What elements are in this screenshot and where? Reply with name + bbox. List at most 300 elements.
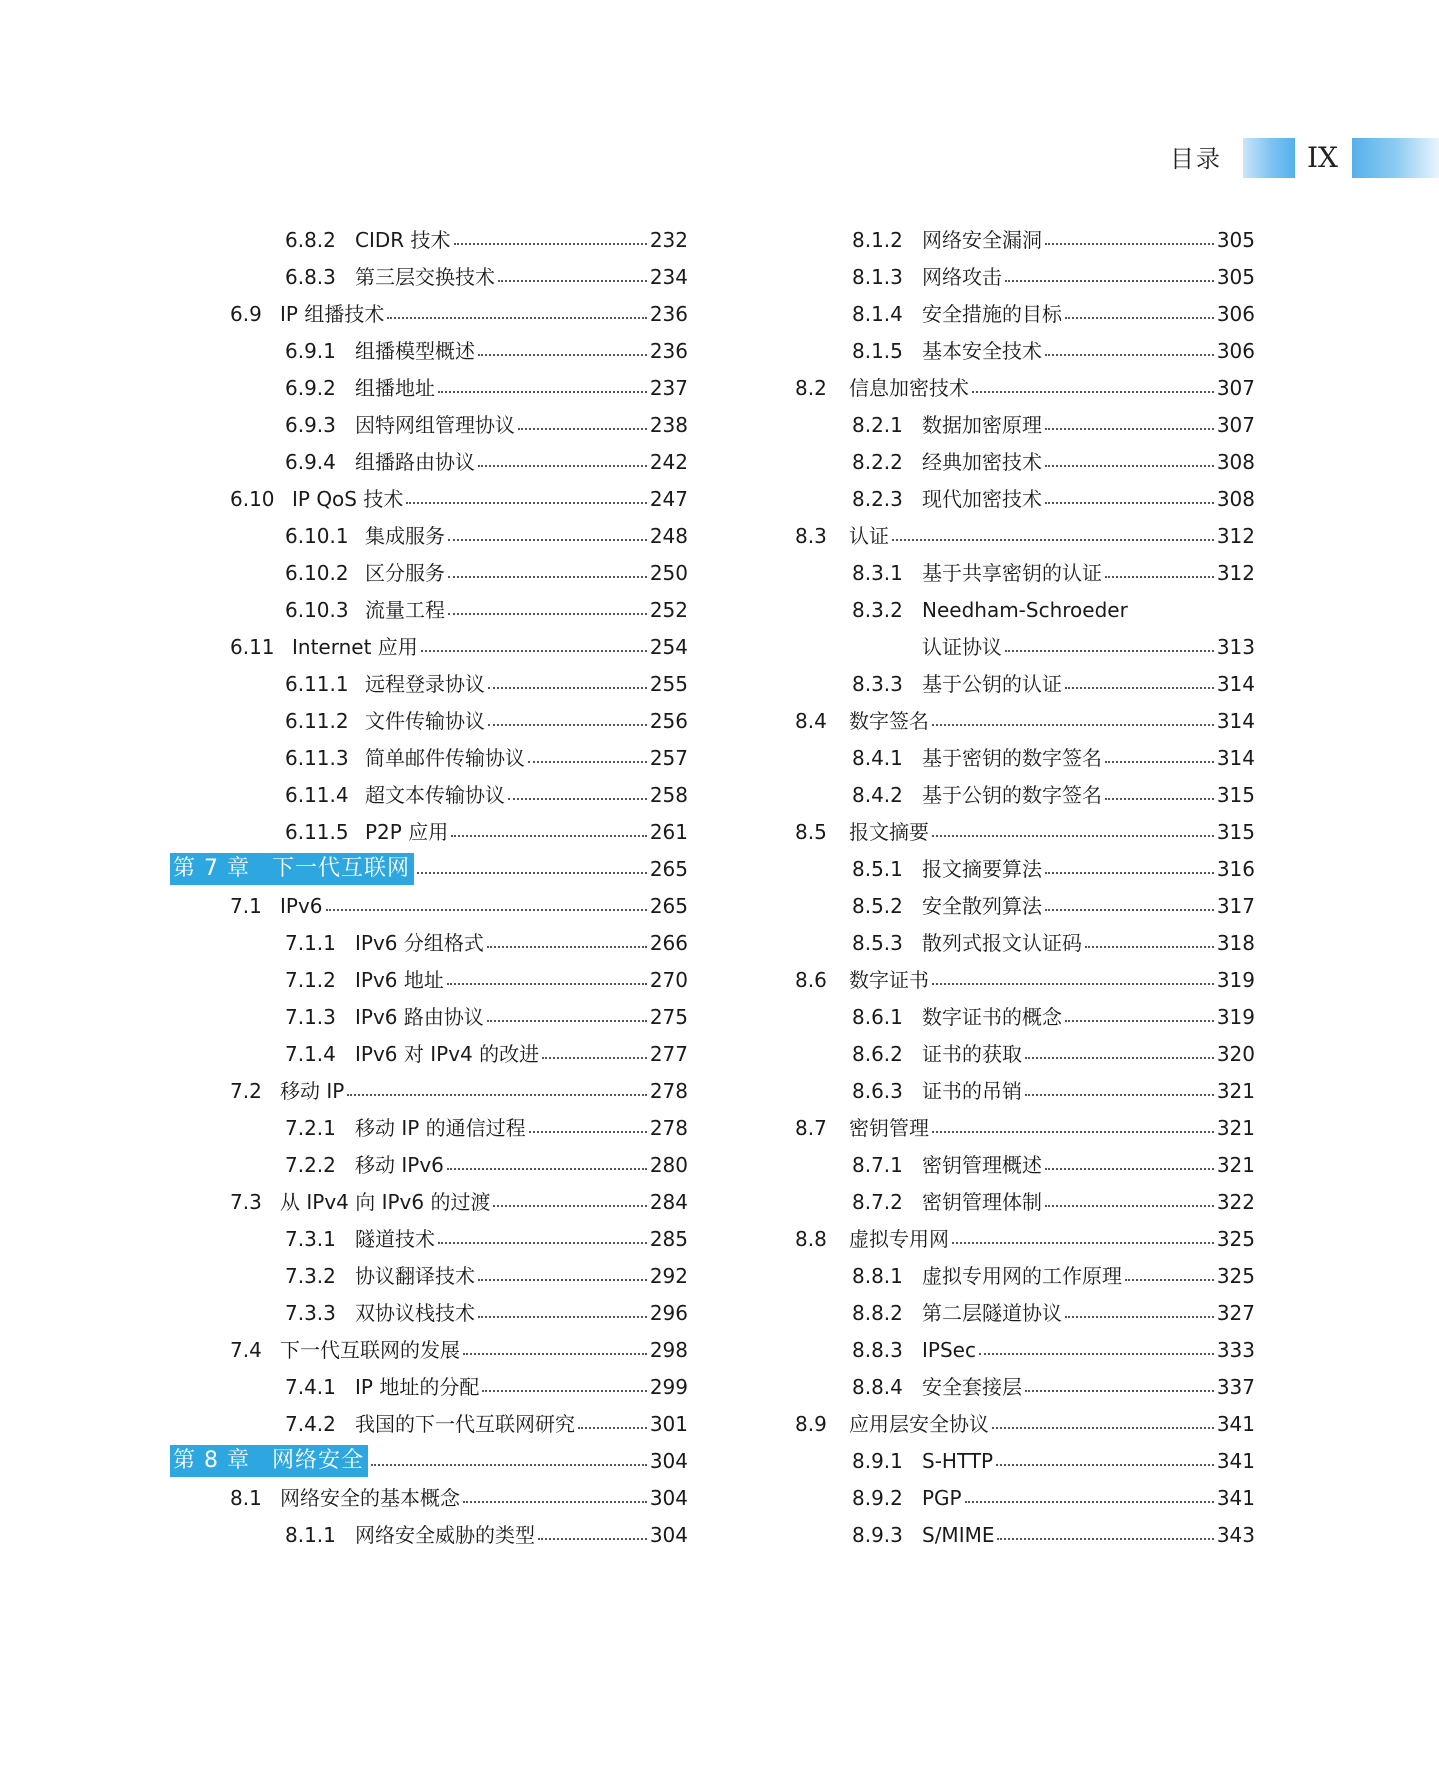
dot-leader	[1105, 576, 1214, 578]
entry-title: 因特网组管理协议	[355, 412, 515, 437]
entry-number: 7.2.2	[285, 1152, 336, 1177]
dot-leader	[1045, 872, 1214, 874]
entry-page-number: 307	[1216, 375, 1255, 400]
toc-subsection-entry[interactable]	[795, 1331, 1255, 1368]
entry-page-number: 256	[649, 708, 688, 733]
entry-title: 移动 IPv6	[355, 1152, 444, 1177]
entry-title: IPSec	[922, 1337, 976, 1362]
entry-page-number: 238	[649, 412, 688, 437]
entry-page-number: 343	[1216, 1522, 1255, 1547]
dot-leader	[371, 1464, 647, 1466]
entry-page-number: 284	[649, 1189, 688, 1214]
entry-title: IPv6 分组格式	[355, 930, 484, 955]
chapter-label	[170, 853, 414, 885]
toc-section-entry[interactable]	[795, 1405, 1255, 1442]
entry-number: 8.5.3	[852, 930, 903, 955]
entry-number: 8.6	[795, 967, 827, 992]
header-page-number: IX	[1307, 141, 1338, 174]
toc-section-entry[interactable]	[170, 295, 688, 332]
entry-number: 7.1.4	[285, 1041, 336, 1066]
entry-title: 基于共享密钥的认证	[922, 560, 1102, 585]
toc-subsection-entry[interactable]	[170, 924, 688, 961]
entry-page-number: 255	[649, 671, 688, 696]
dot-leader	[965, 1501, 1214, 1503]
dot-leader	[478, 354, 647, 356]
entry-page-number: 265	[649, 893, 688, 918]
entry-title: 简单邮件传输协议	[365, 745, 525, 770]
entry-number: 7.2	[230, 1078, 262, 1103]
entry-number: 6.10	[230, 486, 275, 511]
entry-page-number: 307	[1216, 412, 1255, 437]
dot-leader	[438, 391, 647, 393]
running-header	[0, 138, 1439, 180]
entry-page-number: 232	[649, 227, 688, 252]
entry-number: 6.11.5	[285, 819, 349, 844]
chapter-number: 第 7 章	[173, 855, 250, 881]
toc-subsection-entry[interactable]	[170, 406, 688, 443]
toc-section-entry[interactable]	[170, 887, 688, 924]
entry-page-number: 315	[1216, 819, 1255, 844]
toc-subsection-entry[interactable]	[795, 887, 1255, 924]
entry-number: 6.9	[230, 301, 262, 326]
entry-page-number: 312	[1216, 523, 1255, 548]
entry-page-number: 250	[649, 560, 688, 585]
entry-title: 第三层交换技术	[355, 264, 495, 289]
entry-title: 虚拟专用网	[849, 1226, 949, 1251]
dot-leader	[478, 1316, 647, 1318]
dot-leader	[932, 1131, 1214, 1133]
entry-page-number: 304	[649, 1448, 688, 1473]
dot-leader	[1045, 465, 1214, 467]
entry-number: 8.9.3	[852, 1522, 903, 1547]
dot-leader	[538, 1538, 647, 1540]
entry-number: 6.9.4	[285, 449, 336, 474]
entry-title: IP 地址的分配	[355, 1374, 480, 1399]
entry-page-number: 292	[649, 1263, 688, 1288]
entry-number: 6.9.2	[285, 375, 336, 400]
entry-page-number: 252	[649, 597, 688, 622]
entry-page-number: 314	[1216, 745, 1255, 770]
entry-title: 现代加密技术	[922, 486, 1042, 511]
entry-title: 双协议栈技术	[355, 1300, 475, 1325]
dot-leader	[518, 428, 647, 430]
entry-title: IPv6 对 IPv4 的改进	[355, 1041, 540, 1066]
entry-page-number: 299	[649, 1374, 688, 1399]
entry-title: 我国的下一代互联网研究	[355, 1411, 575, 1436]
entry-title: 证书的获取	[922, 1041, 1022, 1066]
entry-title: IPv6	[280, 893, 323, 918]
toc-subsection-entry[interactable]	[795, 221, 1255, 258]
toc-subsection-entry[interactable]	[795, 332, 1255, 369]
dot-leader	[508, 798, 647, 800]
header-section-title: 目录	[1170, 145, 1222, 173]
dot-leader	[1045, 1168, 1214, 1170]
dot-leader	[1065, 317, 1214, 319]
toc-subsection-entry[interactable]	[795, 665, 1255, 702]
entry-page-number: 236	[649, 338, 688, 363]
dot-leader	[1045, 1205, 1214, 1207]
entry-number: 7.4.2	[285, 1411, 336, 1436]
entry-page-number: 317	[1216, 893, 1255, 918]
entry-page-number: 319	[1216, 967, 1255, 992]
toc-subsection-entry[interactable]	[170, 1109, 688, 1146]
entry-number: 8.9	[795, 1411, 827, 1436]
toc-subsection-entry[interactable]	[170, 961, 688, 998]
dot-leader	[448, 576, 647, 578]
entry-number: 8.1.2	[852, 227, 903, 252]
entry-page-number: 313	[1216, 634, 1255, 659]
entry-number: 8.4	[795, 708, 827, 733]
toc-subsection-entry[interactable]	[170, 1516, 688, 1553]
dot-leader	[1045, 354, 1214, 356]
entry-number: 7.4	[230, 1337, 262, 1362]
toc-section-entry[interactable]	[795, 517, 1255, 554]
dot-leader	[493, 1205, 646, 1207]
entry-title: 报文摘要	[849, 819, 929, 844]
entry-page-number: 308	[1216, 449, 1255, 474]
entry-page-number: 298	[649, 1337, 688, 1362]
entry-number: 6.9.3	[285, 412, 336, 437]
entry-title: 安全措施的目标	[922, 301, 1062, 326]
entry-page-number: 254	[649, 634, 688, 659]
entry-number: 7.1	[230, 893, 262, 918]
entry-title: 第二层隧道协议	[922, 1300, 1062, 1325]
entry-number: 6.10.1	[285, 523, 349, 548]
dot-leader	[1105, 761, 1214, 763]
entry-title: 虚拟专用网的工作原理	[922, 1263, 1122, 1288]
dot-leader	[488, 724, 647, 726]
toc-subsection-entry[interactable]	[795, 1146, 1255, 1183]
dot-leader	[1045, 428, 1214, 430]
entry-title: 区分服务	[365, 560, 445, 585]
entry-title-continued: 认证协议	[922, 634, 1002, 659]
entry-title: 信息加密技术	[849, 375, 969, 400]
toc-subsection-entry[interactable]	[170, 554, 688, 591]
toc-section-entry[interactable]	[170, 1072, 688, 1109]
toc-subsection-entry[interactable]	[170, 1146, 688, 1183]
toc-section-entry[interactable]	[795, 813, 1255, 850]
toc-subsection-entry[interactable]	[795, 443, 1255, 480]
toc-subsection-entry[interactable]	[795, 1442, 1255, 1479]
entry-page-number: 341	[1216, 1485, 1255, 1510]
dot-leader	[1005, 650, 1214, 652]
toc-subsection-entry[interactable]	[170, 258, 688, 295]
toc-subsection-entry[interactable]	[170, 1257, 688, 1294]
toc-entry[interactable]	[795, 628, 1255, 665]
toc-subsection-entry[interactable]	[170, 776, 688, 813]
entry-page-number: 257	[649, 745, 688, 770]
entry-page-number: 333	[1216, 1337, 1255, 1362]
entry-title: 密钥管理	[849, 1115, 929, 1140]
dot-leader	[482, 1390, 646, 1392]
entry-title: CIDR 技术	[355, 227, 451, 252]
entry-number: 6.11.2	[285, 708, 349, 733]
entry-title: 数字签名	[849, 708, 929, 733]
toc-section-entry[interactable]	[170, 1331, 688, 1368]
dot-leader	[932, 724, 1214, 726]
entry-title: 证书的吊销	[922, 1078, 1022, 1103]
dot-leader	[406, 502, 646, 504]
dot-leader	[451, 835, 647, 837]
toc-subsection-entry[interactable]	[170, 813, 688, 850]
entry-title: S/MIME	[922, 1522, 995, 1547]
entry-title: 网络攻击	[922, 264, 1002, 289]
entry-number: 8.8.2	[852, 1300, 903, 1325]
toc-subsection-entry[interactable]	[170, 1035, 688, 1072]
entry-title: 从 IPv4 向 IPv6 的过渡	[280, 1189, 491, 1214]
dot-leader	[529, 1131, 647, 1133]
entry-page-number: 247	[649, 486, 688, 511]
dot-leader	[1065, 687, 1214, 689]
entry-title: 超文本传输协议	[365, 782, 505, 807]
entry-title: 文件传输协议	[365, 708, 485, 733]
entry-page-number: 325	[1216, 1226, 1255, 1251]
toc-subsection-entry[interactable]	[170, 998, 688, 1035]
toc-subsection-entry[interactable]	[795, 924, 1255, 961]
entry-page-number: 305	[1216, 264, 1255, 289]
entry-title: 网络安全威胁的类型	[355, 1522, 535, 1547]
toc-subsection-entry[interactable]	[795, 1072, 1255, 1109]
entry-number: 7.1.2	[285, 967, 336, 992]
toc-subsection-entry[interactable]	[795, 295, 1255, 332]
entry-number: 8.9.1	[852, 1448, 903, 1473]
toc-subsection-entry[interactable]	[795, 1183, 1255, 1220]
chapter-title: 下一代互联网	[271, 855, 410, 881]
entry-title: IPv6 地址	[355, 967, 444, 992]
dot-leader	[347, 1094, 646, 1096]
entry-title: 网络安全漏洞	[922, 227, 1042, 252]
dot-leader	[463, 1501, 647, 1503]
toc-entry-line[interactable]	[795, 591, 1255, 628]
toc-subsection-entry[interactable]	[795, 1368, 1255, 1405]
toc-subsection-entry[interactable]	[170, 517, 688, 554]
entry-number: 8.8.1	[852, 1263, 903, 1288]
entry-number: 8.1.1	[285, 1522, 336, 1547]
entry-number: 8.7	[795, 1115, 827, 1140]
dot-leader	[1065, 1020, 1214, 1022]
dot-leader	[952, 1242, 1214, 1244]
entry-title: PGP	[922, 1485, 962, 1510]
entry-page-number: 242	[649, 449, 688, 474]
dot-leader	[528, 761, 647, 763]
entry-number: 6.11.1	[285, 671, 349, 696]
toc-subsection-entry[interactable]	[170, 1368, 688, 1405]
toc-chapter-entry[interactable]	[170, 850, 688, 887]
dot-leader	[417, 872, 647, 874]
toc-subsection-entry[interactable]	[795, 1479, 1255, 1516]
toc-section-entry[interactable]	[795, 1109, 1255, 1146]
toc-section-entry[interactable]	[795, 702, 1255, 739]
entry-title: 隧道技术	[355, 1226, 435, 1251]
entry-number: 8.3.1	[852, 560, 903, 585]
entry-number: 8.6.2	[852, 1041, 903, 1066]
entry-page-number: 308	[1216, 486, 1255, 511]
dot-leader	[478, 465, 647, 467]
toc-subsection-entry[interactable]	[170, 702, 688, 739]
entry-title: S-HTTP	[922, 1448, 994, 1473]
header-accent-bar	[1243, 138, 1295, 178]
entry-page-number: 270	[649, 967, 688, 992]
entry-title: 基于公钥的数字签名	[922, 782, 1102, 807]
dot-leader	[996, 1464, 1214, 1466]
toc-left-column	[170, 221, 688, 1553]
entry-title: 数据加密原理	[922, 412, 1042, 437]
entry-title: 密钥管理概述	[922, 1152, 1042, 1177]
entry-number: 7.3.1	[285, 1226, 336, 1251]
entry-page-number: 265	[649, 856, 688, 881]
entry-number: 8.3.3	[852, 671, 903, 696]
entry-page-number: 277	[649, 1041, 688, 1066]
dot-leader	[447, 983, 647, 985]
entry-page-number: 314	[1216, 671, 1255, 696]
entry-page-number: 321	[1216, 1115, 1255, 1140]
entry-title: 应用层安全协议	[849, 1411, 989, 1436]
entry-number: 8.3	[795, 523, 827, 548]
toc-section-entry[interactable]	[170, 628, 688, 665]
dot-leader	[1025, 1390, 1214, 1392]
toc-subsection-entry[interactable]	[170, 369, 688, 406]
dot-leader	[542, 1057, 647, 1059]
entry-page-number: 304	[649, 1522, 688, 1547]
dot-leader	[979, 1353, 1214, 1355]
dot-leader	[487, 1020, 647, 1022]
dot-leader	[1085, 946, 1214, 948]
entry-number: 7.2.1	[285, 1115, 336, 1140]
entry-number: 6.11	[230, 634, 275, 659]
toc-subsection-entry[interactable]	[795, 998, 1255, 1035]
entry-page-number: 321	[1216, 1152, 1255, 1177]
entry-title: 移动 IP 的通信过程	[355, 1115, 526, 1140]
toc-subsection-entry[interactable]	[170, 443, 688, 480]
entry-number: 8.2.1	[852, 412, 903, 437]
entry-title: IPv6 路由协议	[355, 1004, 484, 1029]
toc-subsection-entry[interactable]	[795, 1294, 1255, 1331]
entry-page-number: 275	[649, 1004, 688, 1029]
entry-number: 8.1.4	[852, 301, 903, 326]
entry-number: 8.4.1	[852, 745, 903, 770]
toc-subsection-entry[interactable]	[795, 850, 1255, 887]
entry-title: 数字证书	[849, 967, 929, 992]
entry-number: 7.4.1	[285, 1374, 336, 1399]
entry-page-number: 322	[1216, 1189, 1255, 1214]
dot-leader	[972, 391, 1214, 393]
entry-title: 集成服务	[365, 523, 445, 548]
entry-number: 6.11.4	[285, 782, 349, 807]
toc-subsection-entry[interactable]	[795, 739, 1255, 776]
toc-subsection-entry[interactable]	[795, 480, 1255, 517]
dot-leader	[932, 983, 1214, 985]
toc-subsection-entry[interactable]	[795, 1257, 1255, 1294]
dot-leader	[997, 1538, 1213, 1540]
toc-subsection-entry[interactable]	[170, 591, 688, 628]
entry-number: 8.6.1	[852, 1004, 903, 1029]
entry-page-number: 258	[649, 782, 688, 807]
entry-title: 远程登录协议	[365, 671, 485, 696]
entry-page-number: 278	[649, 1115, 688, 1140]
entry-title: 移动 IP	[280, 1078, 345, 1103]
toc-section-entry[interactable]	[795, 961, 1255, 998]
dot-leader	[1005, 280, 1214, 282]
entry-number: 8.8.3	[852, 1337, 903, 1362]
toc-subsection-entry[interactable]	[170, 665, 688, 702]
entry-page-number: 237	[649, 375, 688, 400]
toc-section-entry[interactable]	[170, 480, 688, 517]
toc-subsection-entry[interactable]	[795, 406, 1255, 443]
entry-title: IP QoS 技术	[292, 486, 404, 511]
entry-page-number: 320	[1216, 1041, 1255, 1066]
entry-number: 6.8.2	[285, 227, 336, 252]
entry-title: Internet 应用	[292, 634, 418, 659]
toc-section-entry[interactable]	[795, 1220, 1255, 1257]
entry-title: IP 组播技术	[280, 301, 385, 326]
dot-leader	[1105, 798, 1214, 800]
entry-number: 8.8	[795, 1226, 827, 1251]
entry-page-number: 314	[1216, 708, 1255, 733]
entry-page-number: 321	[1216, 1078, 1255, 1103]
entry-page-number: 327	[1216, 1300, 1255, 1325]
toc-subsection-entry[interactable]	[795, 258, 1255, 295]
entry-number: 8.7.1	[852, 1152, 903, 1177]
entry-title: 基本安全技术	[922, 338, 1042, 363]
entry-number: 8.2.3	[852, 486, 903, 511]
dot-leader	[1045, 243, 1214, 245]
dot-leader	[1025, 1094, 1214, 1096]
dot-leader	[578, 1427, 647, 1429]
toc-subsection-entry[interactable]	[170, 1220, 688, 1257]
entry-number: 6.10.3	[285, 597, 349, 622]
entry-number: 8.1.5	[852, 338, 903, 363]
entry-number: 7.3.2	[285, 1263, 336, 1288]
entry-number: 8.5.1	[852, 856, 903, 881]
toc-subsection-entry[interactable]	[795, 1516, 1255, 1553]
entry-title: 安全散列算法	[922, 893, 1042, 918]
toc-subsection-entry[interactable]	[170, 1294, 688, 1331]
toc-subsection-entry[interactable]	[170, 332, 688, 369]
entry-title: 组播路由协议	[355, 449, 475, 474]
entry-title: 组播地址	[355, 375, 435, 400]
toc-subsection-entry[interactable]	[795, 776, 1255, 813]
entry-number: 8.1	[230, 1485, 262, 1510]
entry-number: 8.5.2	[852, 893, 903, 918]
toc-subsection-entry[interactable]	[170, 1405, 688, 1442]
entry-page-number: 318	[1216, 930, 1255, 955]
toc-subsection-entry[interactable]	[795, 1035, 1255, 1072]
chapter-title: 网络安全	[271, 1447, 364, 1473]
entry-page-number: 234	[649, 264, 688, 289]
dot-leader	[454, 243, 647, 245]
entry-page-number: 305	[1216, 227, 1255, 252]
toc-section-entry[interactable]	[170, 1479, 688, 1516]
entry-number: 7.3	[230, 1189, 262, 1214]
entry-page-number: 341	[1216, 1448, 1255, 1473]
toc-subsection-entry[interactable]	[795, 554, 1255, 591]
toc-section-entry[interactable]	[170, 1183, 688, 1220]
entry-page-number: 306	[1216, 301, 1255, 326]
entry-page-number: 280	[649, 1152, 688, 1177]
toc-section-entry[interactable]	[795, 369, 1255, 406]
entry-number: 8.4.2	[852, 782, 903, 807]
entry-title: 散列式报文认证码	[922, 930, 1082, 955]
entry-page-number: 306	[1216, 338, 1255, 363]
entry-title: 组播模型概述	[355, 338, 475, 363]
toc-subsection-entry[interactable]	[170, 221, 688, 258]
dot-leader	[992, 1427, 1214, 1429]
toc-subsection-entry[interactable]	[170, 739, 688, 776]
chapter-number: 第 8 章	[173, 1447, 250, 1473]
dot-leader	[326, 909, 647, 911]
toc-chapter-entry[interactable]	[170, 1442, 688, 1479]
toc-right-column	[795, 221, 1255, 1553]
